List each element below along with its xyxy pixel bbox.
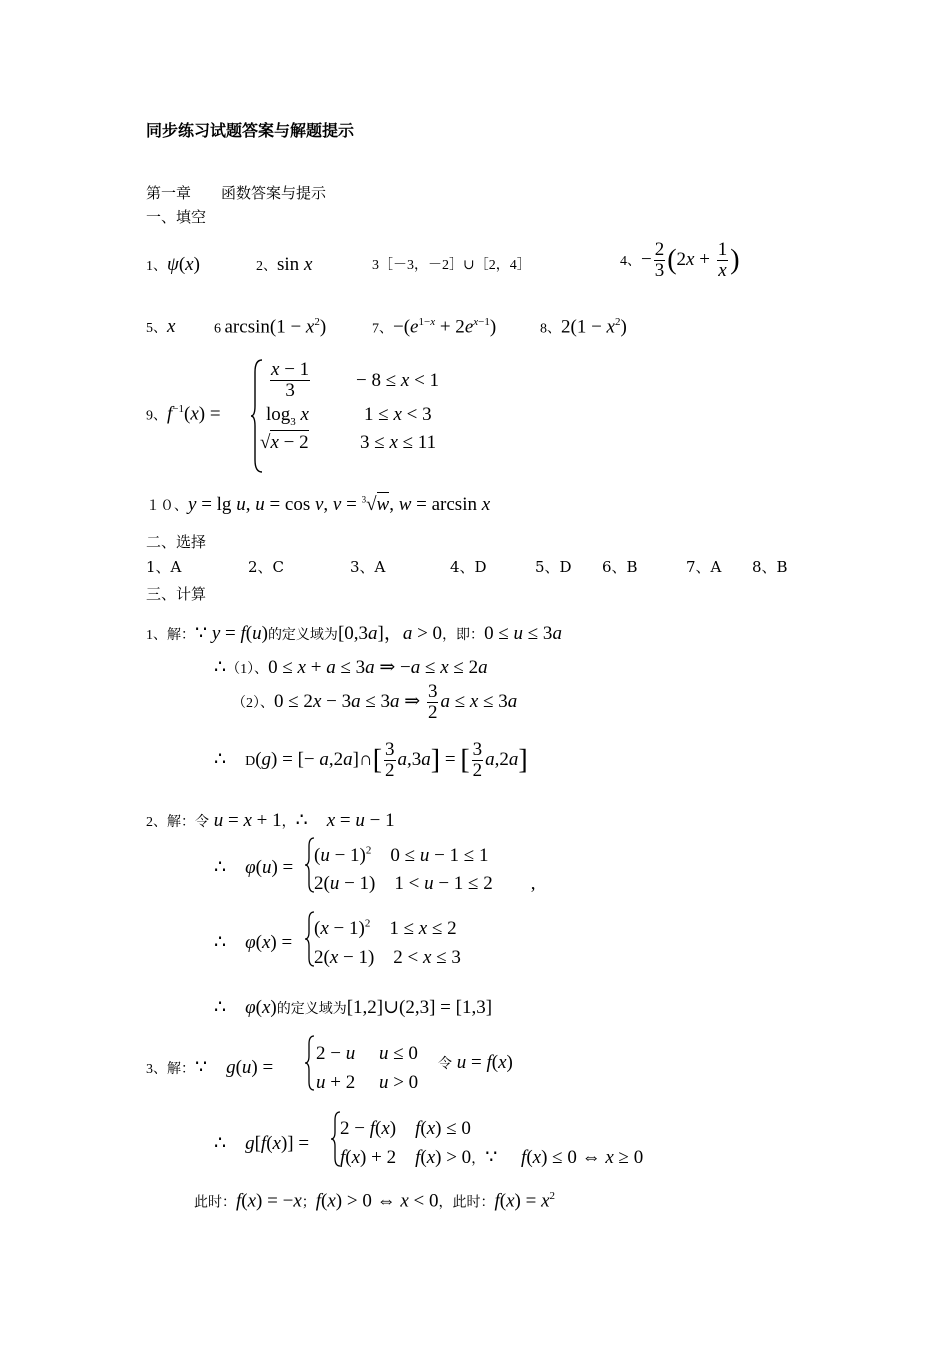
fill-answer-1: 1、ψ(x)	[146, 254, 200, 275]
calc-q3-line2-lhs: ∴ g[f(x)] =	[214, 1133, 310, 1154]
choice-7: 7、A	[686, 558, 722, 576]
choice-1: 1、A	[146, 558, 182, 576]
section-choice-heading: 二、选择	[146, 533, 207, 551]
calc-q2-line2-lhs: ∴ φ(u) =	[214, 857, 294, 878]
calc-q1-line1: 1、解：∵ y = f(u)的定义域为[0,3a]，a > 0，即：0 ≤ u ≤ 3a	[146, 623, 562, 644]
calc-q2-line3-lhs: ∴ φ(x) =	[214, 932, 293, 953]
calc-q2-line1: 2、解：令 u = x + 1，∴ x = u − 1	[146, 810, 395, 831]
calc-q2-line4: ∴ φ(x)的定义域为[1,2]∪(2,3] = [1,3]	[214, 997, 493, 1018]
fill-answer-5: 5、x	[146, 316, 176, 337]
fill-answer-9-case1: $\frac{x - 1}{3}$	[271, 359, 310, 401]
fill-answer-2: 2、sin x	[256, 254, 313, 275]
choice-6: 6、B	[602, 558, 638, 576]
fill-answer-9-label: 9、$f^{-1}(x)$ =	[146, 403, 221, 425]
calc-q1-line4: ∴ D(g) = [− a,2a]∩[ $\frac{3}{2}$ a,3a] = [ $\frac{3}{2}$ a,2a]	[214, 739, 528, 781]
calc-q2-case1: $(u - 1)^2$ 0 ≤ u − 1 ≤ 1	[314, 844, 489, 866]
calc-q3-substitution: 令 u = f(x)	[438, 1052, 513, 1073]
choice-4: 4、D	[450, 558, 487, 576]
doc-title: 同步练习试题答案与解题提示	[146, 121, 355, 140]
calc-q1-line2: ∴（1）、0 ≤ x + a ≤ 3a ⇒ −a ≤ x ≤ 2a	[214, 657, 488, 678]
calc-q3-line3: 此时：f(x) = −x；f(x) > 0 ⇔ x < 0，此时：$f(x) = x^2$	[194, 1190, 556, 1212]
fill-answer-7: 7、$-(e^{1-x} + 2e^{x-1})$	[372, 316, 497, 338]
calc-q3-line1-lhs: 3、解：∵ g(u) =	[146, 1057, 274, 1078]
fill-answer-9-case3: √x − 2	[260, 432, 309, 453]
fill-answer-10: １０、y = lg u, u = cos v, v = $^3$√w, w = arcsin x	[146, 494, 491, 515]
fill-answer-9-cond1: − 8 ≤ x < 1	[356, 370, 440, 391]
fill-answer-3: 3［－3，－2］∪［2，4］	[372, 258, 531, 273]
fill-answer-4: 4、− $\frac{2}{3}$ (2x + $\frac{1}{x}$ )	[620, 239, 740, 281]
section-fill-heading: 一、填空	[146, 208, 207, 226]
calc-q3-case4: f(x) + 2 f(x) > 0，∵ f(x) ≤ 0 ⇔ x ≥ 0	[340, 1147, 644, 1168]
choice-3: 3、A	[350, 558, 386, 576]
fill-answer-9-case2: $\log_3 x$	[266, 404, 309, 428]
fill-answer-9-cond3: 3 ≤ x ≤ 11	[360, 432, 437, 453]
fill-answer-8: 8、$2(1 - x^2)$	[540, 316, 627, 338]
section-calc-heading: 三、计算	[146, 585, 207, 603]
calc-q2-case4: 2(x − 1) 2 < x ≤ 3	[314, 947, 461, 968]
calc-q2-case2: 2(u − 1) 1 < u − 1 ≤ 2 ,	[314, 873, 536, 894]
chapter-heading: 第一章 函数答案与提示	[146, 184, 327, 202]
calc-q2-case3: $(x - 1)^2$ 1 ≤ x ≤ 2	[314, 917, 457, 939]
fill-answer-9-cond2: 1 ≤ x < 3	[364, 404, 432, 425]
choice-2: 2、C	[248, 558, 285, 576]
fill-answer-6: 6 $\arcsin(1 - x^2)$	[214, 316, 327, 338]
calc-q3-case1: 2 − u u ≤ 0	[316, 1043, 418, 1064]
calc-q1-line3: （2）、0 ≤ 2x − 3a ≤ 3a ⇒ $\frac{3}{2}$ a ≤ x ≤ 3a	[232, 681, 518, 723]
choice-5: 5、D	[535, 558, 572, 576]
choice-8: 8、B	[752, 558, 788, 576]
calc-q3-case2: u + 2 u > 0	[316, 1072, 419, 1093]
piecewise-brace	[250, 358, 264, 474]
calc-q3-case3: 2 − f(x) f(x) ≤ 0	[340, 1118, 471, 1139]
brace-q3a	[304, 1034, 316, 1092]
